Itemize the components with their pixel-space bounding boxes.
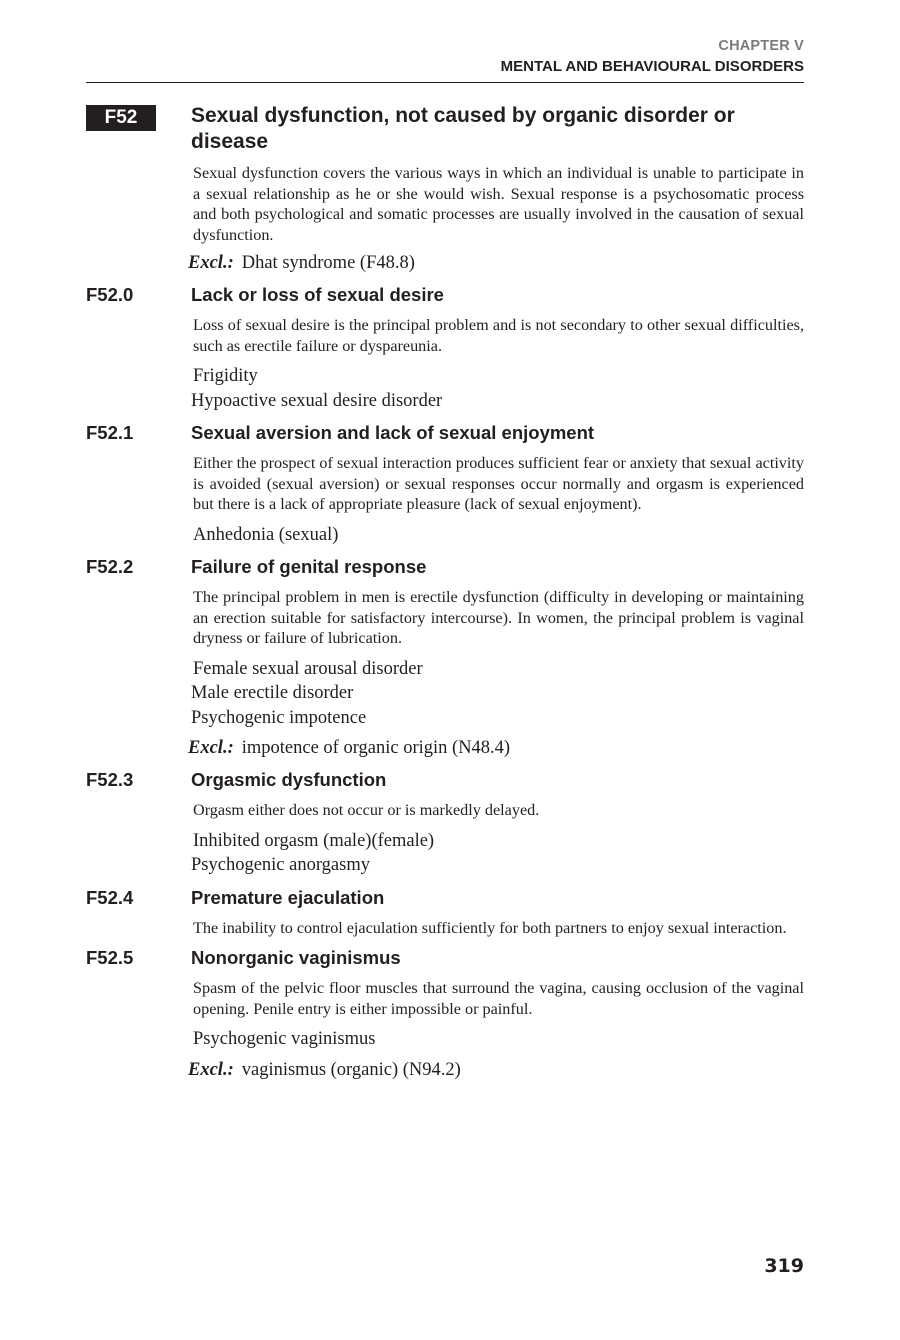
category-description: Either the prospect of sexual interaction produces sufficient fear or anxiety that sexual activity is avoided (sexual aversion) or sexual responses occur normally and orgasm is experienced but there is a lack of appropriate pleasure (lack of sexual enjoyment). (193, 454, 804, 513)
excl-label: Excl.: (188, 1059, 234, 1080)
category-description: Orgasm either does not occur or is markedly delayed. (193, 801, 540, 819)
category-f52-0 (86, 283, 804, 413)
category-description: The inability to control ejaculation sufficiently for both partners to enjoy sexual interaction. (193, 918, 787, 937)
category-f52-1 (86, 421, 804, 547)
block-exclusion (188, 251, 804, 275)
chapter-title: MENTAL AND BEHAVIOURAL DISORDERS (500, 58, 804, 75)
excl-text: Dhat syndrome (F48.8) (241, 253, 415, 273)
inclusion-term: Psychogenic vaginismus (193, 1029, 376, 1049)
running-header (86, 36, 804, 83)
inclusion-term: Psychogenic impotence (191, 707, 367, 728)
inclusion-term: Psychogenic anorgasmy (191, 855, 370, 875)
category-description: Loss of sexual desire is the principal problem and is not secondary to other sexual difficulties, such as erectile failure or dyspareunia. (193, 316, 804, 355)
category-title: Premature ejaculation (191, 886, 385, 908)
category-f52-5 (86, 946, 804, 1082)
category-exclusion (188, 736, 804, 760)
inclusion-term: Female sexual arousal disorder (193, 658, 423, 679)
inclusion-terms (191, 1027, 804, 1052)
category-code: F52.0 (86, 284, 134, 305)
category-code: F52.3 (86, 769, 134, 790)
inclusion-term: Anhedonia (sexual) (193, 524, 339, 545)
category-description: Spasm of the pelvic floor muscles that surround the vagina, causing occlusion of the vaginal opening. Penile entry is either impossible or painful. (193, 979, 804, 1018)
category-title: Sexual aversion and lack of sexual enjoyment (191, 422, 595, 443)
excl-text: impotence of organic origin (N48.4) (241, 738, 511, 758)
inclusion-term: Male erectile disorder (191, 683, 354, 703)
inclusion-terms (191, 829, 804, 878)
excl-label: Excl.: (188, 738, 234, 758)
category-code: F52.1 (86, 422, 134, 443)
inclusion-term: Hypoactive sexual desire disorder (191, 390, 443, 411)
inclusion-terms (191, 523, 804, 548)
category-exclusion (188, 1058, 804, 1082)
inclusion-term: Frigidity (193, 366, 258, 386)
category-title: Nonorganic vaginismus (191, 947, 401, 968)
block-description: Sexual dysfunction covers the various ways in which an individual is unable to participate in a sexual relationship as he or she would wish. Sexual response is a psychosomatic process and both psychological and somatic processes are usually involved in the causation of sexual dysfunction. (193, 164, 804, 244)
inclusion-term: Inhibited orgasm (male)(female) (193, 830, 435, 851)
category-code: F52.2 (86, 556, 134, 577)
inclusion-terms (191, 364, 804, 413)
excl-label: Excl.: (188, 253, 234, 273)
category-title: Lack or loss of sexual desire (191, 284, 444, 305)
page-content (86, 103, 804, 1082)
category-f52-4 (86, 886, 804, 939)
chapter-label: CHAPTER V (718, 38, 804, 54)
excl-text: vaginismus (organic) (N94.2) (241, 1059, 461, 1080)
category-code: F52.4 (86, 886, 134, 908)
category-description: The principal problem in men is erectile dysfunction (difficulty in developing or maintaining an erection suitable for satisfactory intercourse). In women, the principal problem is vaginal dryness or failure of lubrication. (193, 588, 804, 647)
block-heading (86, 103, 804, 155)
category-code: F52.5 (86, 947, 134, 968)
block-title: Sexual dysfunction, not caused by organic disorder or disease (191, 104, 735, 153)
page-number: 319 (764, 1255, 804, 1277)
block-code-badge: F52 (86, 105, 156, 131)
category-title: Failure of genital response (191, 556, 427, 577)
category-f52-2 (86, 555, 804, 760)
category-title: Orgasmic dysfunction (191, 769, 387, 790)
inclusion-terms (191, 657, 804, 731)
category-f52-3 (86, 768, 804, 878)
